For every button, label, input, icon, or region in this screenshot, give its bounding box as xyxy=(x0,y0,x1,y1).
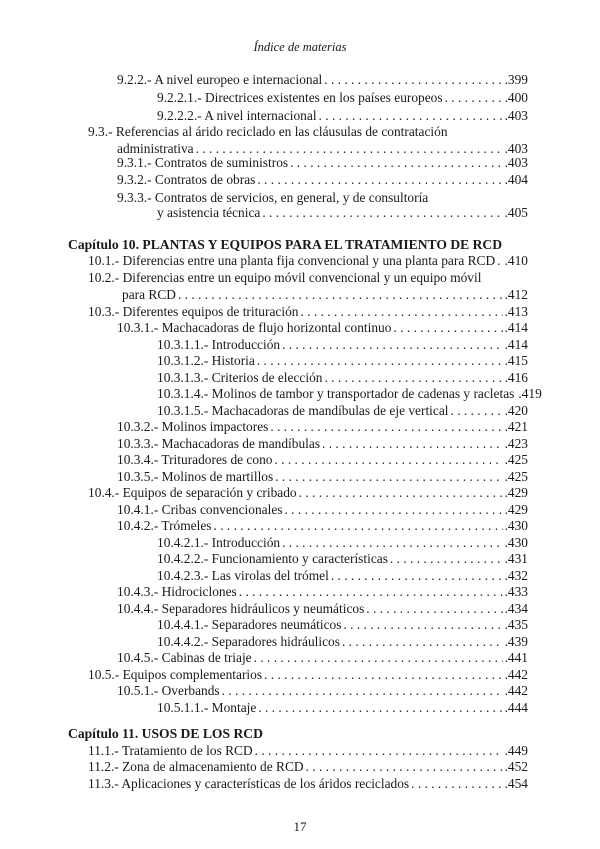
running-header: Índice de materias xyxy=(253,40,347,54)
toc-entry[interactable] xyxy=(117,517,528,535)
toc-entry-page: .420 xyxy=(504,403,528,418)
toc-entry-page: .430 xyxy=(504,535,528,550)
dot-leader xyxy=(393,319,502,337)
toc-entry-title: 10.3.3.- Machacadoras de mandíbulas xyxy=(117,436,321,451)
toc-entry-page: .431 xyxy=(504,551,528,566)
toc-entry-title: 10.3.4.- Trituradores de cono xyxy=(117,452,273,467)
toc-entry-page: .412 xyxy=(504,287,528,302)
toc-entry-title: 10.2.- Diferencias entre un equipo móvil convencional y un equipo móvil xyxy=(88,270,482,285)
toc-entry[interactable] xyxy=(117,154,528,172)
toc-entry[interactable] xyxy=(117,71,528,89)
toc-entry-page: .413 xyxy=(504,304,528,319)
toc-entry-title: 11.1.- Tratamiento de los RCD xyxy=(88,743,253,758)
toc-entry-title: 10.3.1.2.- Historia xyxy=(157,353,255,368)
toc-entry-page: .454 xyxy=(504,776,528,791)
dot-leader xyxy=(390,550,503,568)
toc-entry-title: 9.3.1.- Contratos de suministros xyxy=(117,155,289,170)
toc-entry-page: .399 xyxy=(504,72,528,87)
dot-leader xyxy=(445,89,503,107)
toc-entry-title: 10.3.1.3.- Criterios de elección xyxy=(157,370,323,385)
toc-entry[interactable] xyxy=(122,286,528,304)
toc-entry[interactable] xyxy=(88,484,528,502)
toc-entry-title: 10.3.5.- Molinos de martillos xyxy=(117,469,274,484)
dot-leader xyxy=(257,171,502,189)
dot-leader xyxy=(306,758,503,776)
toc-entry-page: .425 xyxy=(504,469,528,484)
toc-entry-title: para RCD xyxy=(122,287,176,302)
dot-leader xyxy=(254,649,503,667)
toc-entry-page: .414 xyxy=(504,337,528,352)
toc-entry-page: .432 xyxy=(504,568,528,583)
toc-entry-title: 10.3.- Diferentes equipos de trituración xyxy=(88,304,299,319)
toc-entry-page: .435 xyxy=(504,617,528,632)
toc-entry-title: 10.4.1.- Cribas convencionales xyxy=(117,502,283,517)
toc-entry-page: .414 xyxy=(504,320,528,335)
toc-entry-title: 10.3.1.4.- Molinos de tambor y transportador de cadenas y racletas xyxy=(157,386,515,401)
toc-entry[interactable] xyxy=(117,649,528,667)
dot-leader xyxy=(274,451,502,469)
dot-leader xyxy=(262,204,502,222)
toc-entry[interactable] xyxy=(88,775,528,793)
dot-leader xyxy=(214,517,503,535)
dot-leader xyxy=(257,352,503,370)
toc-entry-title: 11.3.- Aplicaciones y características de los áridos reciclados xyxy=(88,776,410,791)
toc-entry[interactable] xyxy=(157,352,528,370)
toc-entry-page: .429 xyxy=(504,502,528,517)
dot-leader xyxy=(497,252,502,270)
toc-entry-title: 10.4.2.3.- Las virolas del trómel xyxy=(157,568,329,583)
toc-entry-page: .410 xyxy=(504,253,528,268)
toc-entry-page: .434 xyxy=(504,601,528,616)
toc-entry-title: 9.3.2.- Contratos de obras xyxy=(117,172,256,187)
toc-entry-page: .439 xyxy=(504,634,528,649)
toc-entry[interactable] xyxy=(88,758,528,776)
toc-entry[interactable] xyxy=(117,418,528,436)
toc-entry[interactable] xyxy=(117,171,528,189)
toc-entry-page: .403 xyxy=(504,108,528,123)
toc-entry-page: .452 xyxy=(504,759,528,774)
chapter-heading[interactable]: Capítulo 11. USOS DE LOS RCD xyxy=(68,726,263,741)
toc-entry-title: 9.3.- Referencias al árido reciclado en las cláusulas de contratación xyxy=(88,124,448,139)
dot-leader xyxy=(258,699,502,717)
toc-entry-page: .419 xyxy=(518,386,542,401)
toc-entry-page: .421 xyxy=(504,419,528,434)
toc-entry-page: .404 xyxy=(504,172,528,187)
toc-entry-title: 10.3.1.5.- Machacadoras de mandíbulas de eje vertical xyxy=(157,403,449,418)
toc-entry[interactable] xyxy=(157,89,528,107)
toc-entry-title: 10.3.2.- Molinos impactores xyxy=(117,419,269,434)
toc-entry-page: .429 xyxy=(504,485,528,500)
toc-entry-page: .442 xyxy=(504,667,528,682)
toc-entry-page: .403 xyxy=(504,141,528,156)
page-number: 17 xyxy=(293,819,307,834)
dot-leader xyxy=(222,682,503,700)
dot-leader xyxy=(178,286,503,304)
toc-entry[interactable] xyxy=(117,451,528,469)
toc-entry-page: .415 xyxy=(504,353,528,368)
toc-entry-title: 10.1.- Diferencias entre una planta fija convencional y una planta para RCD xyxy=(88,253,496,268)
toc-entry[interactable] xyxy=(157,385,542,403)
toc-entry-page: .430 xyxy=(504,518,528,533)
dot-leader xyxy=(299,484,503,502)
toc-entry[interactable] xyxy=(88,123,528,141)
toc-entry-title: 9.2.2.- A nivel europeo e internacional xyxy=(117,72,323,87)
toc-entry-title: 10.4.2.2.- Funcionamiento y características xyxy=(157,551,388,566)
toc-entry-title: 9.2.2.2.- A nivel internacional xyxy=(157,108,317,123)
toc-entry-title: 10.5.1.- Overbands xyxy=(117,683,220,698)
toc-entry-page: .405 xyxy=(504,205,528,220)
toc-entry-title: administrativa xyxy=(117,141,194,156)
dot-leader xyxy=(411,775,502,793)
toc-entry-title: 10.5.- Equipos complementarios xyxy=(88,667,263,682)
toc-entry-title: y asistencia técnica xyxy=(157,205,261,220)
toc-entry-page: .423 xyxy=(504,436,528,451)
toc-entry-title: 10.5.1.1.- Montaje xyxy=(157,700,257,715)
toc-entry[interactable] xyxy=(117,583,528,601)
toc-entry-page: .400 xyxy=(504,90,528,105)
toc-entry-title: 10.3.1.- Machacadoras de flujo horizontal continuo xyxy=(117,320,392,335)
toc-entry-title: 10.4.- Equipos de separación y cribado xyxy=(88,485,297,500)
toc-entry-title: 10.4.3.- Hidrociclones xyxy=(117,584,237,599)
toc-entry-page: .441 xyxy=(504,650,528,665)
toc-entry-title: 11.2.- Zona de almacenamiento de RCD xyxy=(88,759,304,774)
toc-entry-page: .403 xyxy=(504,155,528,170)
toc-entry-page: .416 xyxy=(504,370,528,385)
toc-entry-page: .425 xyxy=(504,452,528,467)
toc-entry-page: .449 xyxy=(504,743,528,758)
toc-entry[interactable] xyxy=(157,204,528,222)
toc-entry[interactable] xyxy=(157,699,528,717)
toc-entry-page: .444 xyxy=(504,700,528,715)
toc-entry-title: 10.4.4.- Separadores hidráulicos y neumáticos xyxy=(117,601,365,616)
toc-entry-title: 9.3.3.- Contratos de servicios, en general, y de consultoría xyxy=(117,190,429,205)
toc-entry-title: 10.4.2.- Trómeles xyxy=(117,518,212,533)
toc-entry-title: 10.4.4.1.- Separadores neumáticos xyxy=(157,617,342,632)
toc-entry[interactable] xyxy=(88,252,528,270)
toc-entry-title: 10.4.5.- Cabinas de triaje xyxy=(117,650,252,665)
toc-entry-title: 10.4.4.2.- Separadores hidráulicos xyxy=(157,634,340,649)
toc-entry[interactable] xyxy=(157,550,528,568)
toc-entry[interactable] xyxy=(88,269,528,287)
chapter-heading[interactable]: Capítulo 10. PLANTAS Y EQUIPOS PARA EL TRATAMIENTO DE RCD xyxy=(68,237,503,252)
toc-entry-title: 10.3.1.1.- Introducción xyxy=(157,337,281,352)
dot-leader xyxy=(343,616,502,634)
toc-entry-page: .442 xyxy=(504,683,528,698)
dot-leader xyxy=(239,583,503,601)
toc-entry-title: 9.2.2.1.- Directrices existentes en los países europeos xyxy=(157,90,443,105)
toc-entry-title: 10.4.2.1.- Introducción xyxy=(157,535,281,550)
toc-entry-page: .433 xyxy=(504,584,528,599)
dot-leader xyxy=(290,154,502,172)
toc-entry[interactable] xyxy=(157,616,528,634)
toc-entry[interactable] xyxy=(117,682,528,700)
dot-leader xyxy=(270,418,502,436)
toc-entry[interactable] xyxy=(117,319,528,337)
dot-leader xyxy=(324,71,502,89)
